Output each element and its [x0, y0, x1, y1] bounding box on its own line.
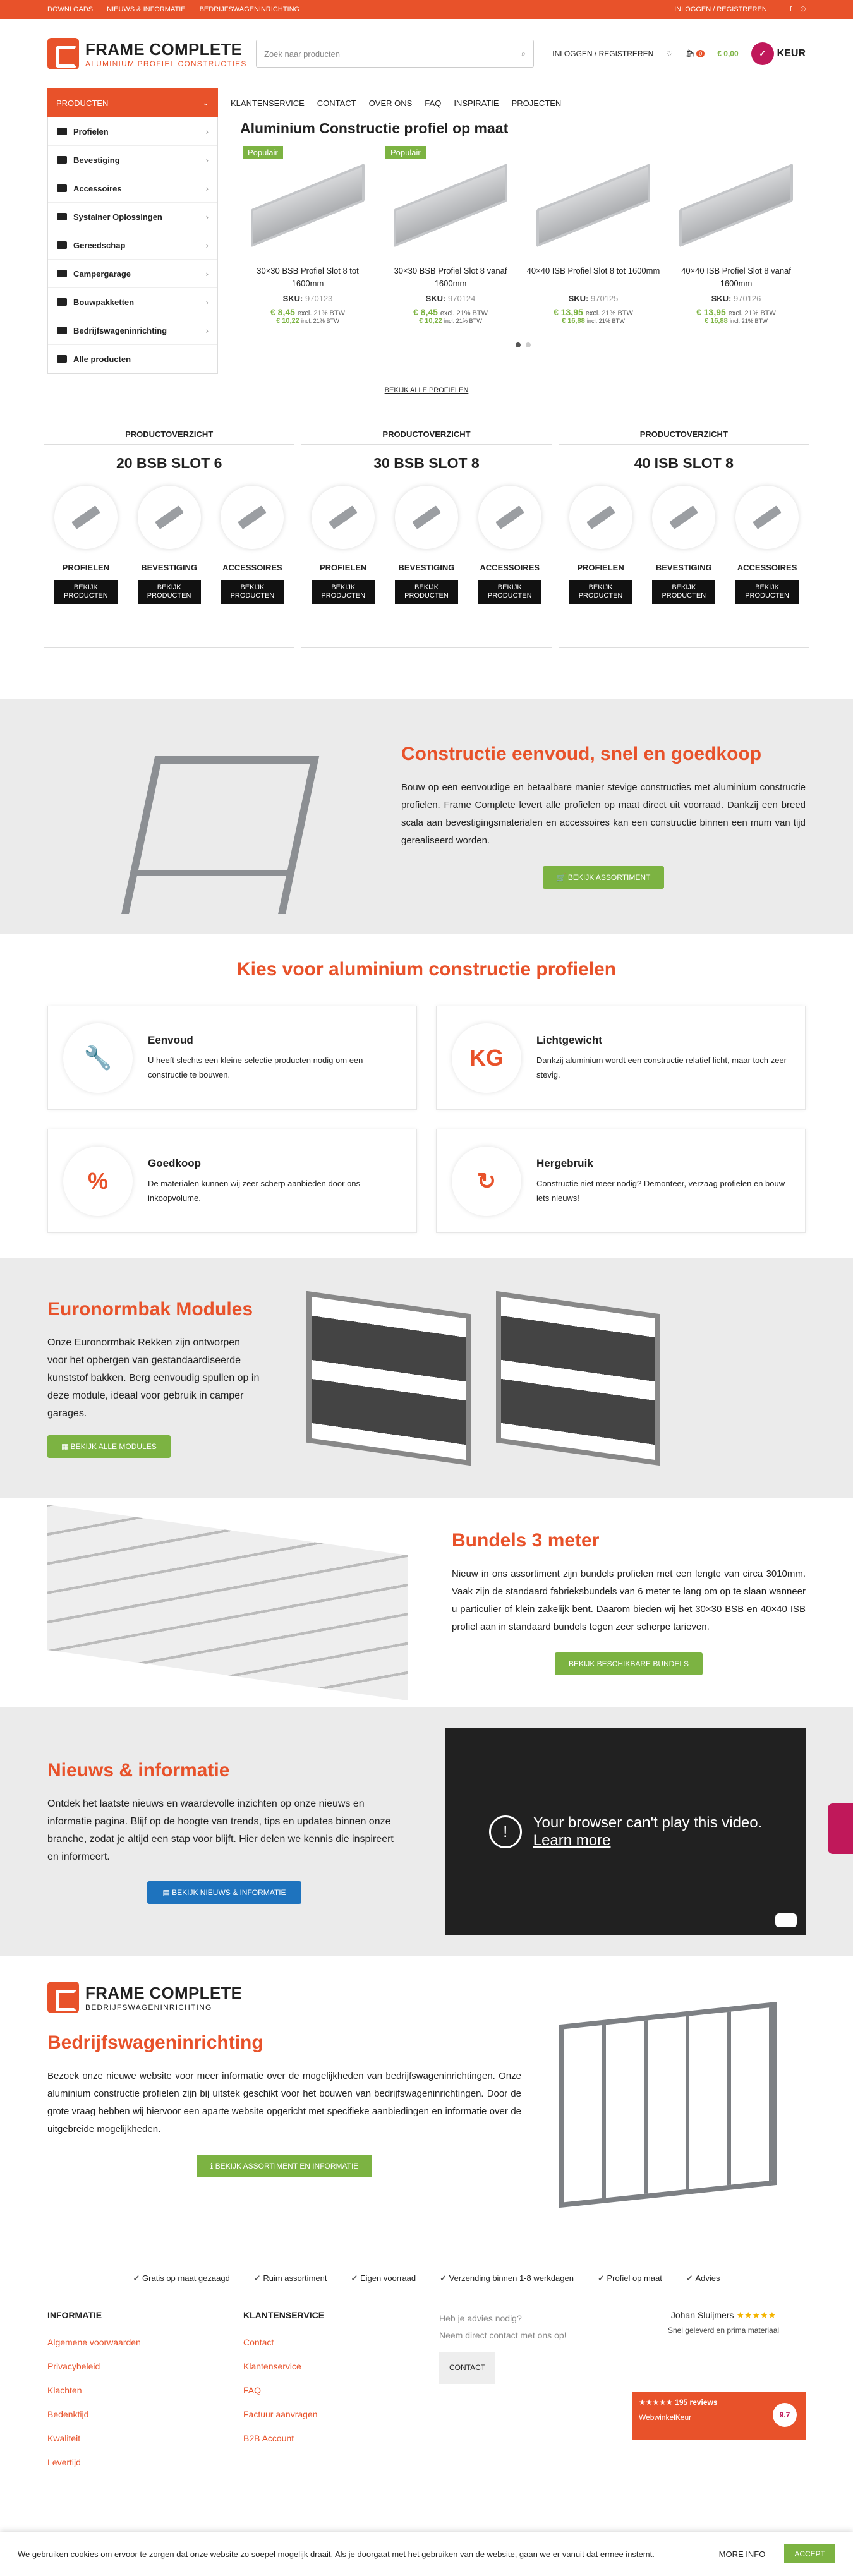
button-label: BEKIJK NIEUWS & INFORMATIE [172, 1887, 286, 1897]
overview-block [44, 426, 294, 648]
video-player[interactable] [445, 1728, 806, 1935]
profile-image [251, 164, 365, 248]
sidebar-label: Profielen [73, 126, 109, 136]
construction-text: Bouw op een eenvoudige en betaalbare manier stevige constructies met aluminium constructie profielen. Frame Complete levert alle profielen op maat direct uit voorraad. Dankzij een breed scala aan bevestigingsmaterialen en accessoires kan een constructie binnen een mum van tijd gerealiseerd worden. [401, 782, 806, 846]
price-excl-note: excl. 21% BTW [440, 310, 488, 317]
sidebar-label: Accessoires [73, 183, 122, 193]
search-icon[interactable]: ⌕ [521, 49, 526, 58]
bedrijfswagen-title: Bedrijfswageninrichting [47, 2032, 263, 2053]
popular-badge: Populair [243, 146, 283, 159]
logo-brand: FRAME COMPLETE [85, 1983, 243, 2002]
sidebar-label: Bouwpakketten [73, 297, 135, 307]
footer-link[interactable]: Klantenservice [243, 2361, 301, 2371]
sidebar-item-alle[interactable] [48, 345, 217, 373]
category-label: ACCESSOIRES [480, 563, 540, 572]
benefit-text: De materialen kunnen wij zeer scherp aanbieden door ons inkoopvolume. [148, 1178, 361, 1203]
cart-icon: 🛒 [556, 873, 568, 882]
cookie-accept-button[interactable]: ACCEPT [784, 2544, 835, 2563]
products-menu-label: PRODUCTEN [56, 98, 109, 108]
site-logo[interactable] [47, 38, 256, 69]
overview-kicker: PRODUCTOVERZICHT [44, 430, 294, 445]
construction-section [0, 699, 853, 934]
sku-value: 970124 [448, 294, 476, 303]
login-link[interactable]: INLOGGEN / REGISTREREN [552, 49, 654, 58]
chevron-right-icon: › [205, 297, 209, 307]
product-card[interactable] [668, 146, 804, 325]
footer-info-title: INFORMATIE [47, 2310, 102, 2320]
usp-bar [0, 2260, 853, 2297]
benefit-card [436, 1006, 806, 1110]
product-name[interactable]: 40×40 ISB Profiel Slot 8 tot 1600mm [526, 266, 660, 275]
category-label: BEVESTIGING [141, 563, 198, 572]
overview-kicker: PRODUCTOVERZICHT [301, 430, 551, 445]
price-incl: € 16,88 [705, 317, 728, 325]
view-modules-button[interactable] [47, 1435, 171, 1458]
view-news-button[interactable] [147, 1881, 301, 1904]
popular-badge: Populair [385, 146, 426, 159]
tool-icon [57, 241, 67, 249]
advice-line: Heb je advies nodig? [439, 2313, 522, 2323]
bedrijfswagen-text: Bezoek onze nieuwe website voor meer informatie over de mogelijkheden van bedrijfswageninrichtingen. Onze aluminium constructie profielen zijn bij uitstek geschikt voor het bouwen van bedrijfswageninrichtingen. Door de grote vraag hebben wij hiervoor een aparte website opgericht met specifieke aanbiedingen en informatie over de uitgebreide mogelijkheden. [47, 2071, 521, 2134]
overview-kicker: PRODUCTOVERZICHT [559, 430, 809, 445]
profile-image [536, 164, 650, 248]
button-label: BEKIJK ASSORTIMENT EN INFORMATIE [215, 2162, 359, 2170]
overview-title: 30 BSB SLOT 8 [373, 455, 480, 471]
overview-block [559, 426, 809, 648]
site-footer [0, 2297, 853, 2474]
webwinkelkeur-widget[interactable]: ★★★★★ 195 reviews WebwinkelKeur 9.7 [632, 2392, 806, 2440]
chevron-down-icon: ⌄ [202, 98, 209, 107]
footer-link[interactable]: Algemene voorwaarden [47, 2337, 141, 2347]
category-image[interactable] [138, 486, 201, 549]
profile-image [394, 164, 507, 248]
benefits-title: Kies voor aluminium constructie profielen [236, 959, 617, 980]
usp-item: ✓ Gratis op maat gezaagd [133, 2273, 230, 2284]
wwk-score: 9.7 [773, 2403, 797, 2427]
logo-mark-icon [47, 38, 79, 69]
sidebar-item-gereedschap[interactable] [48, 231, 217, 260]
price-incl: € 16,88 [562, 317, 585, 325]
price-excl-note: excl. 21% BTW [585, 310, 633, 317]
news-text: Ontdek het laatste nieuws en waardevolle inzichten op onze nieuws en informatie pagina. Blijf op de hoogte van trends, tips en updates binnen onze branche, zodat je altijd een stap voor blijft. Hier delen we kennis die inspireert en informeert. [47, 1798, 394, 1862]
price-excl-note: excl. 21% BTW [728, 310, 776, 317]
sku-label: SKU: [711, 294, 732, 303]
category-image[interactable] [312, 486, 375, 549]
nav-faq[interactable]: FAQ [425, 98, 442, 108]
benefits-section [0, 934, 853, 1258]
nav-klantenservice[interactable]: KLANTENSERVICE [231, 98, 305, 108]
wishlist-heart-icon[interactable]: ♡ [666, 49, 674, 58]
carousel-dot[interactable] [516, 342, 521, 347]
category-label: PROFIELEN [62, 563, 110, 572]
chevron-right-icon: › [205, 212, 209, 222]
product-name[interactable]: 30×30 BSB Profiel Slot 8 tot 1600mm [257, 266, 359, 288]
benefit-title: Eenvoud [148, 1033, 193, 1046]
accessory-icon [57, 184, 67, 192]
bolt-icon [57, 156, 67, 164]
logo-tagline: BEDRIJFSWAGENINRICHTING [85, 2002, 212, 2012]
product-overview [44, 426, 809, 648]
news-title: Nieuws & informatie [47, 1759, 230, 1781]
euronorm-title: Euronormbak Modules [47, 1299, 253, 1320]
webwinkelkeur-badge[interactable] [751, 42, 806, 65]
topbar-link-downloads[interactable]: DOWNLOADS [47, 6, 94, 13]
chevron-right-icon: › [205, 240, 209, 250]
footer-link[interactable]: Levertijd [47, 2457, 81, 2467]
main-nav [218, 88, 561, 117]
advice-line: Neem direct contact met ons op! [439, 2330, 567, 2340]
cookie-text: We gebruiken cookies om ervoor te zorgen dat onze website zo soepel mogelijk draait. Als je doorgaat met het gebruiken van de website, gaan we er vanuit dat ermee instemt. [18, 2549, 655, 2559]
view-bundles-button[interactable]: BEKIJK BESCHIKBARE BUNDELS [555, 1652, 703, 1675]
sidebar-item-profielen[interactable] [48, 117, 217, 146]
price-incl-note: incl. 21% BTW [444, 318, 482, 324]
van-interior-image [559, 2002, 777, 2208]
usp-item: ✓ Eigen voorraad [351, 2273, 416, 2284]
sidebar-item-systainer[interactable] [48, 203, 217, 231]
chevron-right-icon: › [205, 126, 209, 136]
bedrijfswagen-logo[interactable] [47, 1982, 521, 2013]
price-excl: € 13,95 [696, 307, 726, 317]
van-icon [57, 327, 67, 334]
price-excl: € 8,45 [270, 307, 295, 317]
footer-link[interactable]: FAQ [243, 2385, 262, 2395]
logo-mark-icon [47, 1982, 79, 2013]
benefit-title: Goedkoop [148, 1157, 202, 1169]
alert-icon: ! [489, 1815, 522, 1848]
benefit-card [47, 1006, 417, 1110]
button-label: BEKIJK ALLE MODULES [70, 1442, 157, 1451]
sku-value: 970126 [734, 294, 761, 303]
price-incl: € 10,22 [419, 317, 442, 325]
view-products-button[interactable]: BEKIJK PRODUCTEN [395, 580, 458, 604]
benefit-text: Dankzij aluminium wordt een constructie relatief licht, maar toch zeer stevig. [536, 1055, 787, 1080]
sidebar-item-bedrijfswagen[interactable] [48, 316, 217, 345]
sidebar-label: Bedrijfswageninrichting [73, 325, 167, 335]
grid-icon: ▦ [61, 1442, 71, 1451]
chevron-right-icon: › [205, 183, 209, 193]
euronorm-text: Onze Euronormbak Rekken zijn ontworpen voor het opbergen van gestandaardiseerde kunststof bakken. Berg eenvoudig spullen op in deze module, ideaal voor gebruik in camper garages. [47, 1337, 260, 1419]
product-image[interactable] [526, 146, 661, 265]
nav-projecten[interactable]: PROJECTEN [511, 98, 562, 108]
price-incl-note: incl. 21% BTW [729, 318, 768, 324]
benefit-text: Constructie niet meer nodig? Demonteer, verzaag profielen en bouw iets nieuws! [536, 1178, 785, 1203]
benefit-text: U heeft slechts een kleine selectie producten nodig om een constructie te bouwen. [148, 1055, 363, 1080]
sidebar-item-accessoires[interactable] [48, 174, 217, 203]
benefit-title: Hergebruik [536, 1157, 593, 1169]
price-excl: € 8,45 [413, 307, 438, 317]
overview-title: 20 BSB SLOT 6 [116, 455, 222, 471]
logo-tagline: ALUMINIUM PROFIEL CONSTRUCTIES [85, 59, 247, 68]
product-name[interactable]: 40×40 ISB Profiel Slot 8 vanaf 1600mm [681, 266, 791, 288]
euronorm-rack-image-open [496, 1291, 660, 1466]
view-products-button[interactable]: BEKIJK PRODUCTEN [735, 580, 799, 604]
usp-item: ✓ Ruim assortiment [254, 2273, 327, 2284]
featured-title: Aluminium Constructie profiel op maat [240, 120, 509, 136]
product-image[interactable] [383, 146, 518, 265]
benefit-title: Lichtgewicht [536, 1033, 602, 1046]
review-text: Snel geleverd en prima materiaal [667, 2326, 780, 2335]
reviewer-name: Johan Sluijmers [670, 2310, 734, 2320]
review-stars: ★★★★★ [736, 2310, 777, 2320]
nav-over-ons[interactable]: OVER ONS [368, 98, 413, 108]
view-all-profiles-link[interactable]: BEKIJK ALLE PROFIELEN [384, 387, 469, 394]
weight-icon: KG [452, 1023, 521, 1093]
wwk-name: WebwinkelKeur [639, 2413, 692, 2422]
category-image[interactable] [54, 486, 118, 549]
product-image[interactable] [240, 146, 375, 265]
view-products-button[interactable]: BEKIJK PRODUCTEN [478, 580, 541, 604]
view-bedrijfswagen-button[interactable] [197, 2155, 373, 2177]
contact-button[interactable]: CONTACT [439, 2352, 495, 2384]
footer-link[interactable]: B2B Account [243, 2433, 294, 2443]
category-image[interactable] [478, 486, 541, 549]
cookie-banner [0, 2532, 853, 2576]
category-image[interactable] [652, 486, 715, 549]
footer-link[interactable]: Factuur aanvragen [243, 2409, 318, 2419]
carousel-dot[interactable] [526, 342, 531, 347]
cart-icon[interactable]: 🛍 [686, 49, 696, 58]
search-placeholder: Zoek naar producten [264, 49, 340, 59]
wwk-count: 195 reviews [675, 2398, 718, 2407]
product-card[interactable] [383, 146, 518, 325]
category-label: BEVESTIGING [398, 563, 455, 572]
price-incl-note: incl. 21% BTW [301, 318, 339, 324]
sidebar-label: Bevestiging [73, 155, 120, 165]
cart-count: 0 [696, 50, 705, 57]
floating-review-tab[interactable] [828, 1803, 853, 1854]
products-menu-button[interactable] [47, 88, 218, 117]
topbar-login-link[interactable]: INLOGGEN / REGISTREREN [674, 6, 767, 13]
facebook-icon[interactable]: f [789, 6, 792, 13]
review-widget [641, 2310, 806, 2335]
nav-contact[interactable]: CONTACT [317, 98, 356, 108]
category-label: ACCESSOIRES [737, 563, 797, 572]
footer-ks-title: KLANTENSERVICE [243, 2310, 325, 2320]
product-name[interactable]: 30×30 BSB Profiel Slot 8 vanaf 1600mm [394, 266, 507, 288]
pinterest-icon[interactable]: ℗ [800, 6, 806, 13]
euronorm-section [0, 1258, 853, 1498]
view-products-button[interactable]: BEKIJK PRODUCTEN [221, 580, 284, 604]
recycle-icon: ↻ [452, 1147, 521, 1216]
benefit-card [47, 1129, 417, 1233]
chevron-right-icon: › [205, 268, 209, 279]
view-products-button[interactable]: BEKIJK PRODUCTEN [312, 580, 375, 604]
wrench-icon: 🔧 [63, 1023, 133, 1093]
sidebar-item-campergarage[interactable] [48, 260, 217, 288]
category-image[interactable] [221, 486, 284, 549]
button-label: BEKIJK ASSORTIMENT [567, 873, 651, 882]
search-input[interactable] [256, 40, 534, 68]
sku-value: 970123 [305, 294, 333, 303]
cart-total[interactable]: € 0,00 [717, 49, 739, 58]
keur-icon: ✓ [751, 42, 774, 65]
sku-label: SKU: [568, 294, 589, 303]
chevron-right-icon: › [205, 155, 209, 165]
construction-title: Constructie eenvoud, snel en goedkoop [401, 743, 762, 764]
cookie-more-info-link[interactable]: MORE INFO [718, 2549, 766, 2559]
chevron-right-icon: › [205, 325, 209, 335]
usp-item: ✓ Verzending binnen 1-8 werkdagen [440, 2273, 574, 2284]
overview-title: 40 ISB SLOT 8 [634, 455, 734, 471]
sidebar-label: Alle producten [73, 354, 131, 364]
newspaper-icon: ▤ [162, 1887, 172, 1897]
usp-item: ✓ Advies [686, 2273, 720, 2284]
product-image[interactable] [668, 146, 804, 265]
info-icon: ℹ [210, 2162, 215, 2170]
price-incl-note: incl. 21% BTW [586, 318, 625, 324]
featured-section [240, 117, 806, 374]
usp-item: ✓ Profiel op maat [598, 2273, 662, 2284]
category-label: BEVESTIGING [655, 563, 712, 572]
footer-link[interactable]: Kwaliteit [47, 2433, 81, 2443]
box-icon [57, 298, 67, 306]
nav-inspiratie[interactable]: INSPIRATIE [454, 98, 499, 108]
price-excl-note: excl. 21% BTW [297, 310, 345, 317]
category-sidebar [47, 117, 218, 374]
view-products-button[interactable]: BEKIJK PRODUCTEN [652, 580, 715, 604]
product-card[interactable] [240, 146, 375, 325]
youtube-icon[interactable] [775, 1913, 797, 1927]
bundles-image [47, 1505, 408, 1700]
profile-image [679, 164, 793, 248]
topbar [0, 0, 853, 19]
video-error-message: Your browser can't play this video. [533, 1814, 763, 1831]
sidebar-label: Campergarage [73, 268, 131, 279]
table-frame-image [47, 712, 401, 920]
overview-block [301, 426, 552, 648]
bundles-text: Nieuw in ons assortiment zijn bundels profielen met een lengte van circa 3010mm. Vaak zijn de standaard fabrieksbundels van 6 meter te lang om op te slaan wanneer u particulier of klein zakelijk bent. Daarom bieden wij het 30×30 BSB en 40×40 ISB profiel aan in standaard bundels tegen zeer scherpe tarieven. [452, 1568, 806, 1632]
category-image[interactable] [735, 486, 799, 549]
price-incl: € 10,22 [276, 317, 299, 325]
footer-link[interactable]: Bedenktijd [47, 2409, 89, 2419]
topbar-link-news[interactable]: NIEUWS & INFORMATIE [107, 6, 186, 13]
product-card[interactable] [526, 146, 661, 325]
grid-icon [57, 355, 67, 363]
keur-label: KEUR [777, 48, 806, 59]
view-products-button[interactable]: BEKIJK PRODUCTEN [569, 580, 632, 604]
sidebar-label: Gereedschap [73, 240, 126, 250]
euronorm-rack-image [306, 1291, 471, 1466]
news-section [0, 1707, 853, 1956]
bundles-section [0, 1498, 853, 1707]
view-products-button[interactable]: BEKIJK PRODUCTEN [54, 580, 118, 604]
category-label: PROFIELEN [577, 563, 624, 572]
category-label: PROFIELEN [320, 563, 367, 572]
site-header [0, 19, 853, 88]
sidebar-item-bouwpakketten[interactable] [48, 288, 217, 316]
view-products-button[interactable]: BEKIJK PRODUCTEN [138, 580, 201, 604]
price-excl: € 13,95 [554, 307, 583, 317]
sidebar-item-bevestiging[interactable] [48, 146, 217, 174]
footer-link[interactable]: Contact [243, 2337, 274, 2347]
footer-link[interactable]: Klachten [47, 2385, 82, 2395]
sku-label: SKU: [425, 294, 446, 303]
bundles-title: Bundels 3 meter [452, 1530, 600, 1551]
category-image[interactable] [395, 486, 458, 549]
category-image[interactable] [569, 486, 632, 549]
sku-value: 970125 [591, 294, 619, 303]
carousel-dots [240, 342, 806, 347]
view-assortment-button[interactable] [543, 866, 665, 889]
benefit-card [436, 1129, 806, 1233]
bedrijfswagen-section [0, 1956, 853, 2260]
case-icon [57, 213, 67, 220]
sku-label: SKU: [282, 294, 303, 303]
percent-icon: % [63, 1147, 133, 1216]
topbar-link-bedrijfswagen[interactable]: BEDRIJFSWAGENINRICHTING [199, 6, 300, 13]
camper-icon [57, 270, 67, 277]
video-learn-more-link[interactable]: Learn more [533, 1831, 611, 1849]
footer-link[interactable]: Privacybeleid [47, 2361, 100, 2371]
logo-brand: FRAME COMPLETE [85, 39, 243, 59]
profile-icon [57, 128, 67, 135]
category-label: ACCESSOIRES [222, 563, 282, 572]
sidebar-label: Systainer Oplossingen [73, 212, 162, 222]
